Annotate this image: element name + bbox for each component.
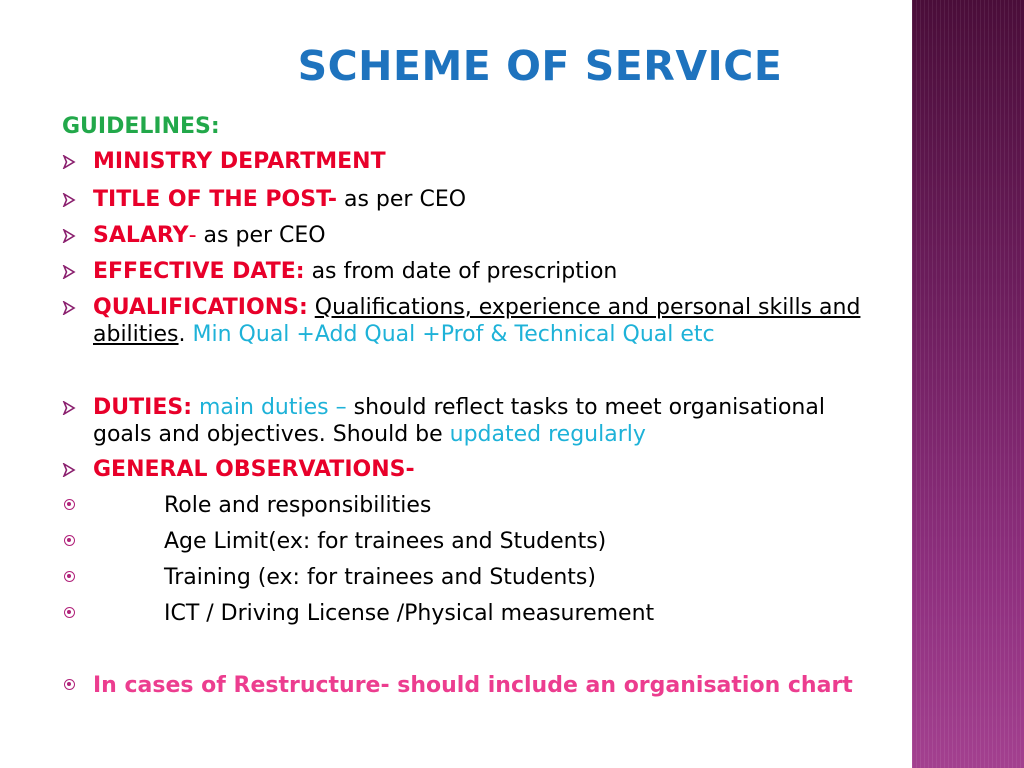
observation-text: Training (ex: for trainees and Students) — [164, 565, 596, 590]
slide-title: SCHEME OF SERVICE — [297, 42, 783, 90]
circle-bullet-icon — [64, 607, 75, 618]
item-label: TITLE OF THE POST- — [93, 187, 337, 212]
observation-text: Age Limit(ex: for trainees and Students) — [164, 529, 607, 554]
arrow-bullet-icon — [62, 265, 76, 279]
item-label: GENERAL OBSERVATIONS- — [93, 457, 415, 482]
qualifications-period: . — [178, 322, 186, 347]
qualifications-extra-text: Min Qual +Add Qual +Prof & Technical Qual etc — [185, 322, 715, 347]
item-label: SALARY — [93, 223, 189, 248]
item-text: as per CEO — [196, 223, 326, 248]
observation-text: Role and responsibilities — [164, 493, 432, 518]
duties-dash: – — [328, 395, 347, 420]
item-label: QUALIFICATIONS: — [93, 295, 308, 320]
duties-highlight: main duties — [192, 395, 329, 420]
qualifications-underlined-text-continued: abilities — [93, 322, 179, 347]
observation-text: ICT / Driving License /Physical measurement — [164, 601, 655, 626]
item-dash: - — [188, 223, 197, 248]
arrow-bullet-icon — [62, 193, 76, 207]
arrow-bullet-icon — [62, 301, 76, 315]
restructure-note-text: In cases of Restructure- should include an organisation chart — [93, 673, 853, 698]
circle-bullet-icon — [64, 535, 75, 546]
item-text: as from date of prescription — [304, 259, 618, 284]
item-text: as per CEO — [336, 187, 467, 212]
duties-highlight-updated: updated regularly — [442, 422, 646, 447]
qualifications-underlined-text: Qualifications, experience and personal skills and — [314, 295, 861, 320]
circle-bullet-icon — [64, 499, 75, 510]
arrow-bullet-icon — [62, 401, 76, 415]
item-label: EFFECTIVE DATE: — [93, 259, 305, 284]
circle-bullet-icon — [64, 679, 75, 690]
arrow-bullet-icon — [62, 229, 76, 243]
duties-text-continued: goals and objectives. Should be — [93, 422, 443, 447]
item-label: DUTIES: — [93, 395, 192, 420]
circle-bullet-icon — [64, 571, 75, 582]
arrow-bullet-icon — [62, 463, 76, 477]
arrow-bullet-icon — [62, 155, 76, 169]
item-label: MINISTRY DEPARTMENT — [93, 149, 386, 174]
guidelines-heading: GUIDELINES: — [62, 114, 220, 139]
duties-text: should reflect tasks to meet organisational — [346, 395, 825, 420]
